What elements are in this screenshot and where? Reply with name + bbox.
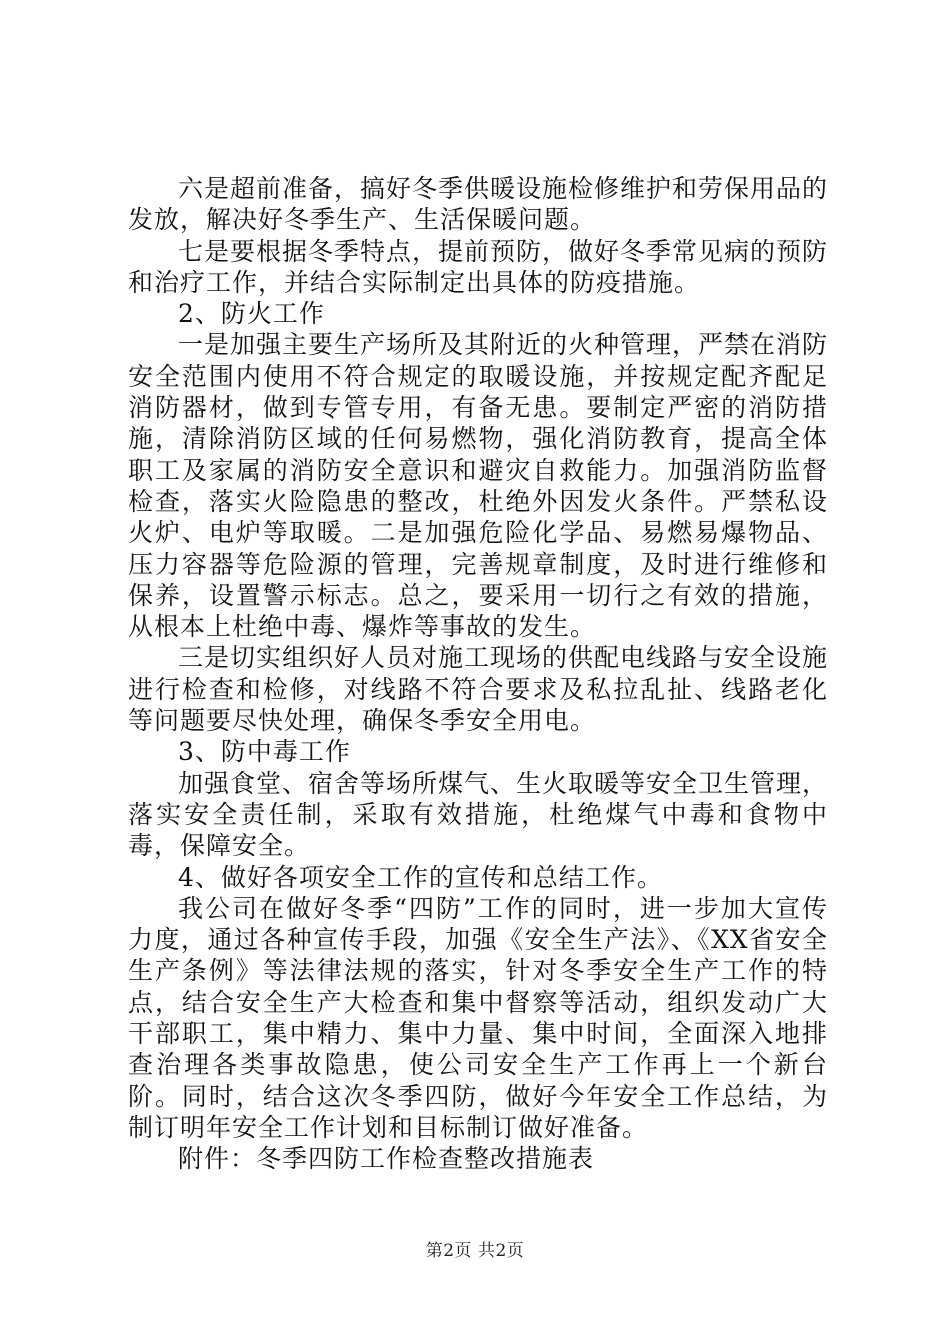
paragraph-poison-prevention-measures: 加强食堂、宿舍等场所煤气、生火取暖等安全卫生管理，落实安全责任制，采取有效措施，杜绝煤气中毒和食物中毒，保障安全。: [128, 768, 829, 861]
document-body: [128, 173, 828, 1175]
paragraph-power-line-inspection: 三是切实组织好人员对施工现场的供配电线路与安全设施进行检查和检修，对线路不符合要求及私拉乱扯、线路老化等问题要尽快处理，确保冬季安全用电。: [128, 643, 829, 736]
page-footer: 第2页 共2页: [425, 1241, 525, 1261]
paragraph-publicity-summary: 我公司在做好冬季“四防”工作的同时，进一步加大宣传力度，通过各种宣传手段，加强《安全生产法》、《XX省安全生产条例》等法律法规的落实，针对冬季安全生产工作的特点，结合安全生产大检查和集中督察等活动，组织发动广大干部职工，集中精力、集中力量、集中时间，全面深入地排查治理各类事故隐患，使公司安全生产工作再上一个新台阶。同时，结合这次冬季四防，做好今年安全工作总结，为制订明年安全工作计划和目标制订做好准备。: [128, 893, 828, 1142]
section-heading-fire-prevention: 2、防火工作: [178, 299, 325, 329]
paragraph-fire-prevention-measures: 一是加强主要生产场所及其附近的火种管理，严禁在消防安全范围内使用不符合规定的取暖设施，并按规定配齐配足消防器材，做到专管专用，有备无患。要制定严密的消防措施，清除消防区域的任何易燃物，强化消防教育，提高全体职工及家属的消防安全意识和避灾自救能力。加强消防监督检查，落实火险隐患的整改，杜绝外因发火条件。严禁私设火炉、电炉等取暖。二是加强危险化学品、易燃易爆物品、压力容器等危险源的管理，完善规章制度，及时进行维修和保养，设置警示标志。总之，要采用一切行之有效的措施，从根本上杜绝中毒、爆炸等事故的发生。: [128, 330, 829, 642]
section-heading-publicity-summary: 4、做好各项安全工作的宣传和总结工作。: [178, 862, 663, 892]
paragraph-disease-prevention: 七是要根据冬季特点，提前预防，做好冬季常见病的预防和治疗工作，并结合实际制定出具体的防疫措施。: [128, 236, 829, 297]
section-heading-poison-prevention: 3、防中毒工作: [178, 737, 351, 767]
paragraph-attachment: 附件：冬季四防工作检查整改措施表: [178, 1144, 595, 1174]
paragraph-winter-heating-prep: 六是超前准备，搞好冬季供暖设施检修维护和劳保用品的发放，解决好冬季生产、生活保暖问题。: [128, 174, 829, 235]
